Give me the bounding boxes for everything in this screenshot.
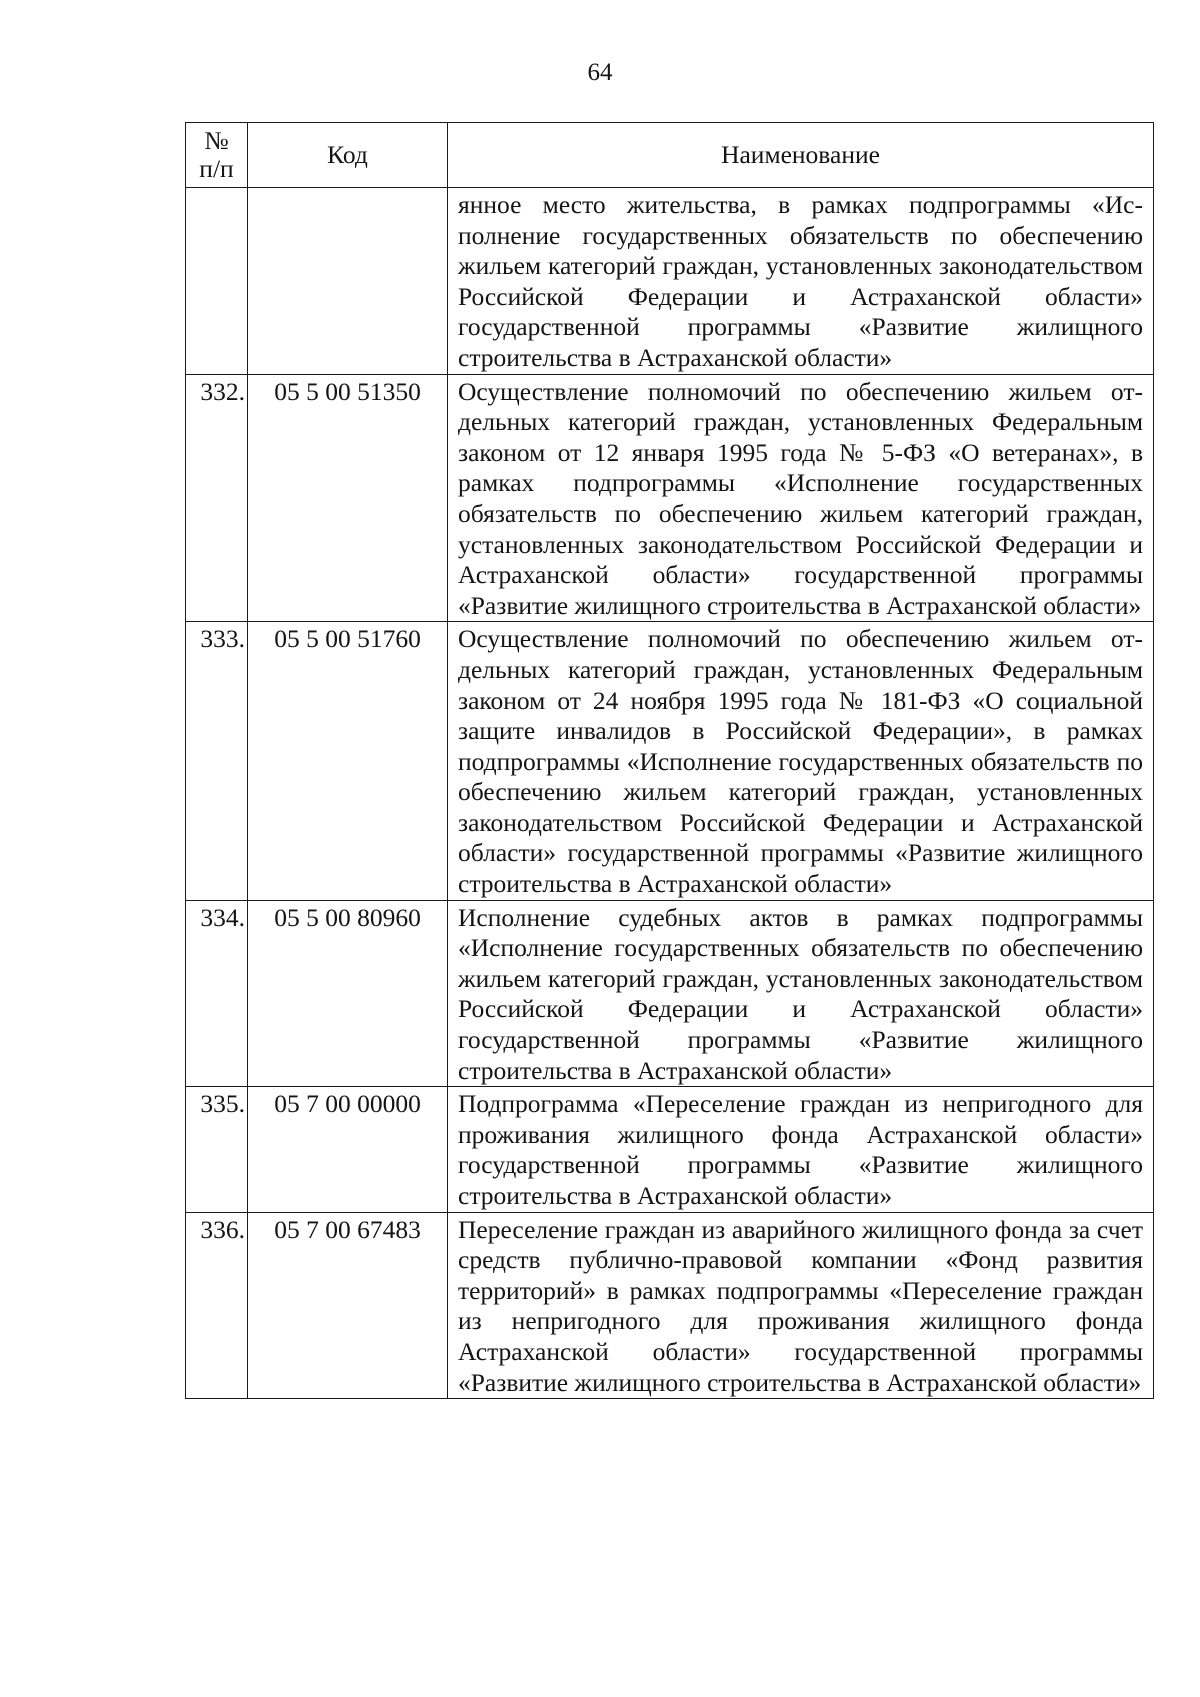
row-code: 05 7 00 00000 bbox=[248, 1087, 448, 1212]
table-header-row bbox=[186, 123, 1154, 188]
row-code: 05 7 00 67483 bbox=[248, 1212, 448, 1399]
budget-code-table bbox=[185, 122, 1154, 1399]
row-code: 05 5 00 80960 bbox=[248, 900, 448, 1087]
header-number bbox=[186, 123, 248, 188]
page-number: 64 bbox=[587, 59, 613, 86]
row-number: 333. bbox=[186, 622, 248, 900]
header-name: Наименование bbox=[448, 123, 1154, 188]
row-number: 336. bbox=[186, 1212, 248, 1399]
table-row bbox=[186, 374, 1154, 622]
row-number bbox=[186, 188, 248, 375]
row-name: Подпрограмма «Переселение граждан из непригодного для проживания жилищного фонда Астраханской области» государственной программы «Развитие жилищного строительства в Астраханской области» bbox=[448, 1087, 1154, 1212]
table-row bbox=[186, 188, 1154, 375]
table-row bbox=[186, 1212, 1154, 1399]
row-code: 05 5 00 51760 bbox=[248, 622, 448, 900]
row-name: Осуществление полномочий по обеспечению жильем отдельных категорий граждан, установленных Федеральным законом от 12 января 1995 года № 5-ФЗ «О ветеранах», в рамках подпрограммы «Исполнение государственных обязательств по обеспечению жильем категорий граждан, установленных законодательством Российской Федерации и Астраханской области» государственной программы «Развитие жилищного строительства в Астраханской области» bbox=[448, 374, 1154, 622]
row-code bbox=[248, 188, 448, 375]
table-row bbox=[186, 900, 1154, 1087]
row-code: 05 5 00 51350 bbox=[248, 374, 448, 622]
row-number: 332. bbox=[186, 374, 248, 622]
header-number-label: п/п bbox=[199, 154, 234, 183]
header-code: Код bbox=[248, 123, 448, 188]
row-number: 335. bbox=[186, 1087, 248, 1212]
row-name: янное место жительства, в рамках подпрограммы «Исполнение государственных обязательств по обеспечению жильем категорий граждан, установленных законодательством Российской Федерации и Астраханской области» государственной программы «Развитие жилищного строительства в Астраханской области» bbox=[448, 188, 1154, 375]
row-name: Осуществление полномочий по обеспечению жильем отдельных категорий граждан, установленных Федеральным законом от 24 ноября 1995 года № 181-ФЗ «О социальной защите инвалидов в Российской Федерации», в рамках подпрограммы «Исполнение государственных обязательств по обеспечению жильем категорий граждан, установленных законодательством Российской Федерации и Астраханской области» государственной программы «Развитие жилищного строительства в Астраханской области» bbox=[448, 622, 1154, 900]
row-name: Исполнение судебных актов в рамках подпрограммы «Исполнение государственных обязательств по обеспечению жильем категорий граждан, установленных законодательством Российской Федерации и Астраханской области» государственной программы «Развитие жилищного строительства в Астраханской области» bbox=[448, 900, 1154, 1087]
row-number: 334. bbox=[186, 900, 248, 1087]
table-row bbox=[186, 1087, 1154, 1212]
row-name: Переселение граждан из аварийного жилищного фонда за счет средств публично-правовой компании «Фонд развития территорий» в рамках подпрограммы «Переселение граждан из непригодного для проживания жилищного фонда Астраханской области» государственной программы «Развитие жилищного строительства в Астраханской области» bbox=[448, 1212, 1154, 1399]
table-row bbox=[186, 622, 1154, 900]
header-number-symbol: № bbox=[204, 126, 229, 155]
